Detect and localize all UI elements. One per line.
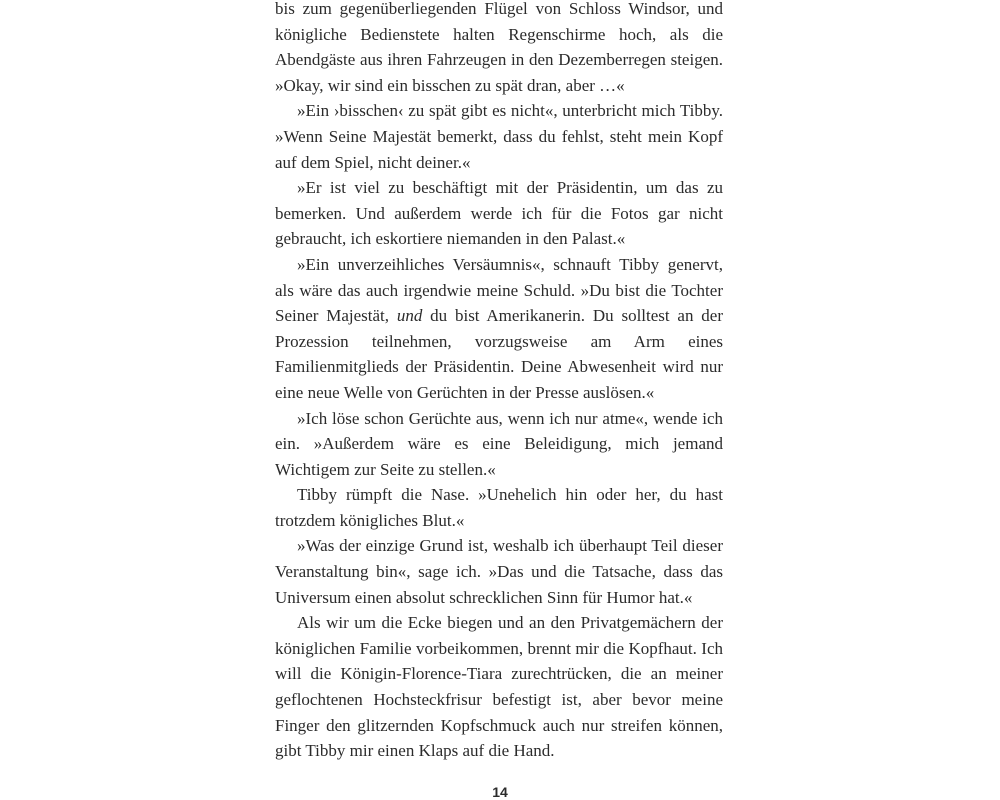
- paragraph-text: »Ich löse schon Gerüchte aus, wenn ich nur atme«, wende ich ein. »Außerdem wäre es eine Beleidigung, mich jemand Wichtigem zur Seite zu stellen.«: [275, 408, 723, 479]
- paragraph-2: [275, 98, 723, 175]
- paragraph-text: »Was der einzige Grund ist, weshalb ich überhaupt Teil dieser Veranstaltung bin«, sage ich. »Das und die Tatsache, dass das Universum einen absolut schrecklichen Sinn für Humor hat.«: [275, 536, 723, 607]
- paragraph-text: »Ein ›bisschen‹ zu spät gibt es nicht«, unterbricht mich Tibby. »Wenn Seine Majestät bemerkt, dass du fehlst, steht mein Kopf auf dem Spiel, nicht deiner.«: [275, 101, 723, 172]
- paragraph-7: [275, 533, 723, 610]
- paragraph-4: [275, 252, 723, 406]
- paragraph-text-after: du bist Amerikanerin. Du solltest an der Prozession teilnehmen, vorzugsweise am Arm eines Familienmitglieds der Präsidentin. Deine Abwesenheit wird nur eine neue Welle von Gerüchten in der Presse auslösen.«: [275, 306, 723, 402]
- paragraph-5: [275, 406, 723, 483]
- paragraph-3: [275, 175, 723, 252]
- paragraph-1: [275, 0, 723, 98]
- paragraph-text: Tibby rümpft die Nase. »Unehelich hin oder her, du hast trotzdem königliches Blut.«: [275, 485, 723, 530]
- page-number: 14: [492, 784, 508, 800]
- emphasized-word: und: [396, 306, 423, 326]
- paragraph-6: [275, 482, 723, 533]
- paragraph-text: »Er ist viel zu beschäftigt mit der Präsidentin, um das zu bemerken. Und außerdem werde ich für die Fotos gar nicht gebraucht, ich eskortiere niemanden in den Palast.«: [275, 178, 723, 249]
- paragraph-text: Als wir um die Ecke biegen und an den Privatgemächern der königlichen Familie vorbeikommen, brennt mir die Kopfhaut. Ich will die Königin-Florence-Tiara zurechtrücken, die an meiner geflochtenen Hochsteckfrisur befestigt ist, aber bevor meine Finger den glitzernden Kopfschmuck auch nur streifen können, gibt Tibby mir einen Klaps auf die Hand.: [275, 613, 723, 761]
- paragraph-text: bis zum gegenüberliegenden Flügel von Schloss Windsor, und königliche Bedienstete halten Regenschirme hoch, als die Abendgäste aus ihren Fahrzeugen in den Dezemberregen steigen. »Okay, wir sind ein bisschen zu spät dran, aber …«: [275, 0, 723, 95]
- body-text: [275, 0, 723, 764]
- paragraph-8: [275, 610, 723, 764]
- paragraph-text-before: »Ein unverzeihliches Versäumnis«, schnauft Tibby genervt, als wäre das auch irgendwie meine Schuld. »Du bist die Tochter Seiner Majestät,: [275, 254, 723, 326]
